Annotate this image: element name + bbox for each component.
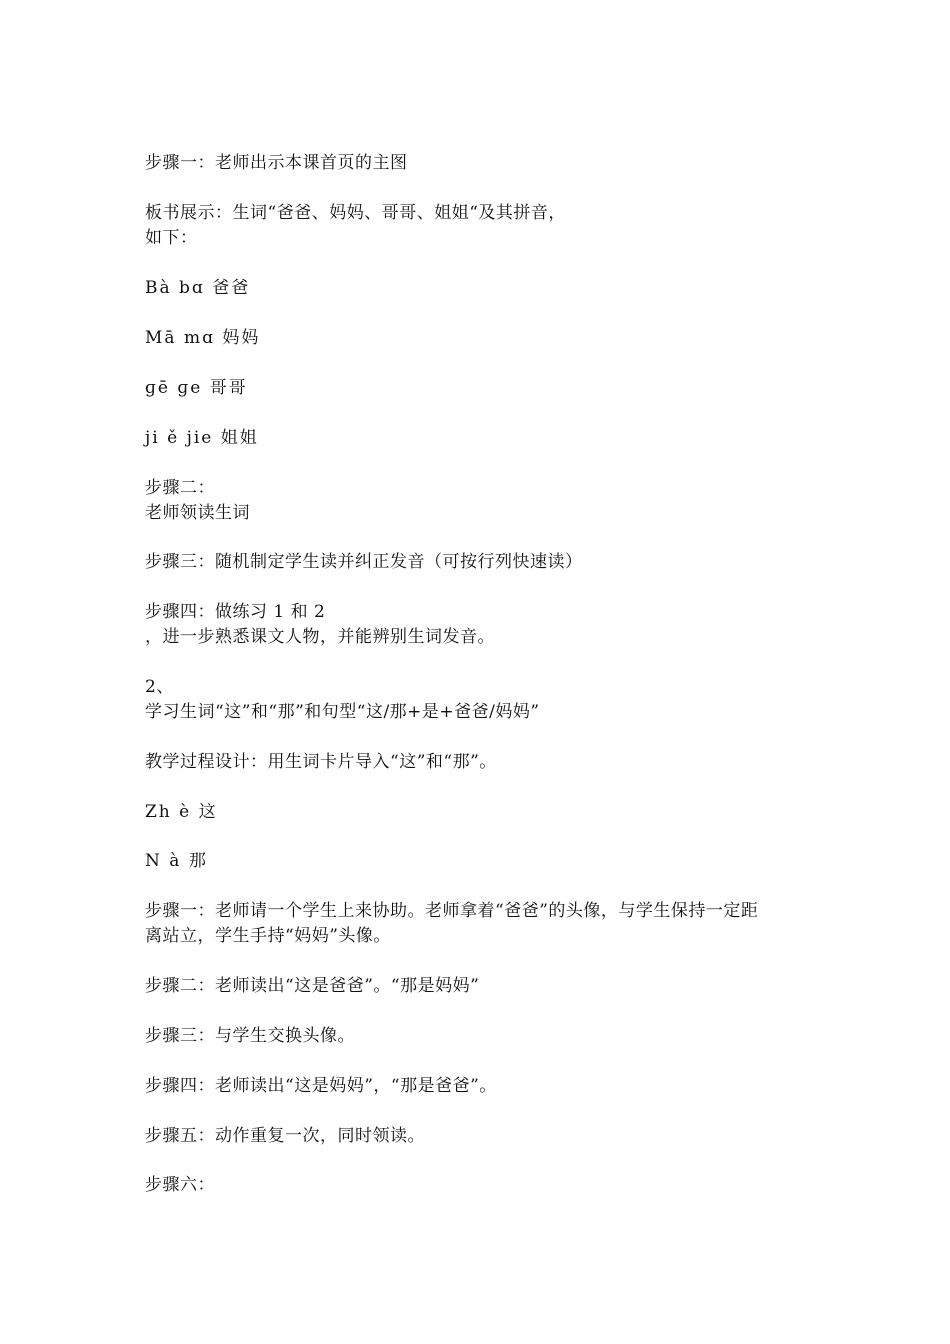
part2-step-1-line-2: 离站立，学生手持“妈妈”头像。 bbox=[145, 926, 391, 946]
part2-step-6-heading: 步骤六： bbox=[145, 1175, 215, 1195]
step-1-heading: 步骤一：老师出示本课首页的主图 bbox=[145, 153, 408, 173]
part2-step-1-line-1: 步骤一：老师请一个学生上来协助。老师拿着“爸爸”的头像，与学生保持一定距 bbox=[145, 901, 759, 921]
vocab-na: N à 那 bbox=[145, 851, 208, 871]
vocab-zhe: Zh è 这 bbox=[145, 802, 218, 822]
part2-step-3-text: 步骤三：与学生交换头像。 bbox=[145, 1026, 355, 1046]
step-4-text: ，进一步熟悉课文人物，并能辨别生词发音。 bbox=[145, 627, 495, 647]
step-3-text: 步骤三：随机制定学生读并纠正发音（可按行列快速读） bbox=[145, 552, 583, 572]
vocab-jiejie: ji ě jie 姐姐 bbox=[145, 428, 259, 448]
part2-step-5-text: 步骤五：动作重复一次，同时领读。 bbox=[145, 1126, 425, 1146]
teaching-process-text: 教学过程设计：用生词卡片导入“这”和“那”。 bbox=[145, 752, 497, 772]
part2-step-4-text: 步骤四：老师读出“这是妈妈”，“那是爸爸”。 bbox=[145, 1076, 497, 1096]
vocab-baba: Bà bɑ 爸爸 bbox=[145, 278, 251, 298]
step-4-heading: 步骤四：做练习 1 和 2 bbox=[145, 602, 326, 622]
section-2-title: 学习生词“这”和“那”和句型“这/那+是+爸爸/妈妈” bbox=[145, 702, 540, 722]
section-2-number: 2、 bbox=[145, 677, 174, 697]
part2-step-2-text: 步骤二：老师读出“这是爸爸”。“那是妈妈” bbox=[145, 976, 480, 996]
step-2-heading: 步骤二： bbox=[145, 478, 215, 498]
step-2-text: 老师领读生词 bbox=[145, 503, 250, 523]
vocab-gege: ɡē ɡe 哥哥 bbox=[145, 378, 248, 398]
as-follows-text: 如下： bbox=[145, 228, 198, 248]
vocab-mama: Mā mɑ 妈妈 bbox=[145, 328, 261, 348]
blackboard-display-text: 板书展示：生词“爸爸、妈妈、哥哥、姐姐“及其拼音， bbox=[145, 203, 566, 223]
